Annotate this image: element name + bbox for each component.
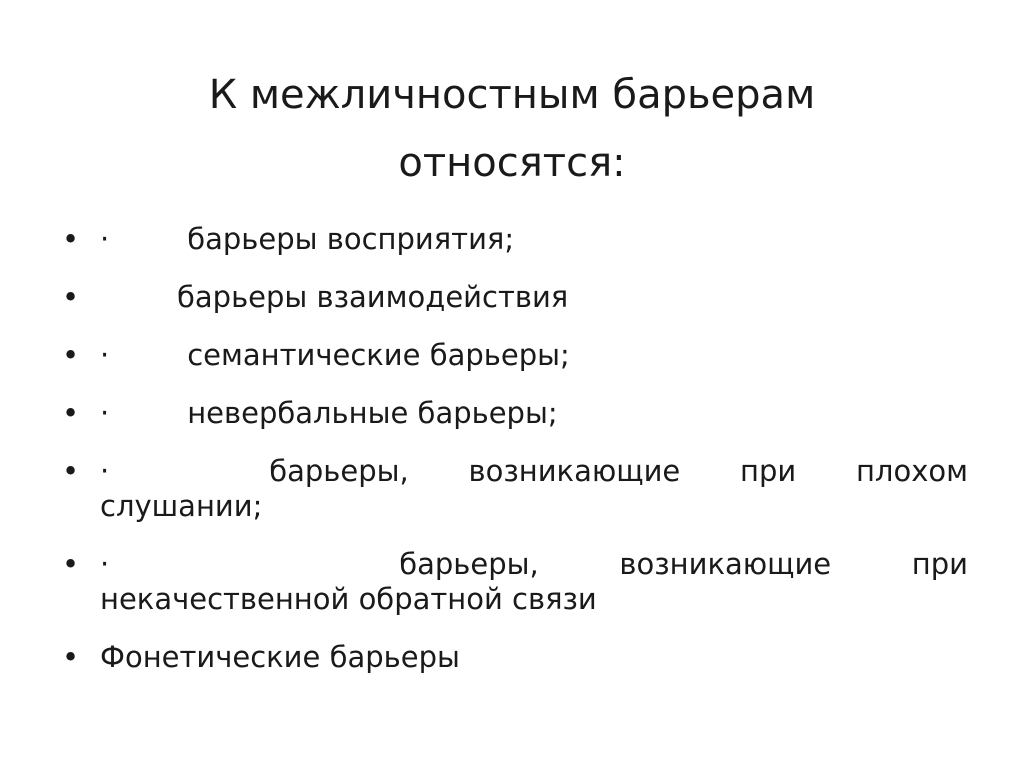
title-line-2: относятся: [398,139,626,186]
bullet-icon: • [62,454,80,488]
item-text-line-1: барьеры, возникающие при [399,547,968,581]
slide-title [0,61,1024,197]
bullet-icon: • [62,338,80,372]
middle-dot-marker: · [100,454,110,488]
bullet-icon: • [62,280,80,314]
bullet-list [62,222,968,698]
item-text-line-2: слушании; [100,489,263,523]
title-line-1: К межличностным барьерам [208,71,816,118]
item-text: барьеры взаимодействия [177,280,569,314]
bullet-icon: • [62,547,80,581]
list-item [62,338,968,373]
list-item [62,547,968,617]
bullet-icon: • [62,396,80,430]
list-item [62,640,968,675]
list-item [62,280,968,315]
item-text-line-1: барьеры, возникающие при плохом [269,454,968,488]
list-item [62,454,968,524]
middle-dot-marker: · [100,396,110,430]
item-text: Фонетические барьеры [100,640,460,674]
middle-dot-marker: · [100,222,110,256]
bullet-icon: • [62,222,80,256]
bullet-icon: • [62,640,80,674]
item-text: невербальные барьеры; [187,396,558,430]
item-text: барьеры восприятия; [187,222,515,256]
list-item [62,396,968,431]
item-text: семантические барьеры; [187,338,570,372]
middle-dot-marker: · [100,547,110,581]
middle-dot-marker: · [100,338,110,372]
list-item [62,222,968,257]
item-text-line-2: некачественной обратной связи [100,582,597,616]
